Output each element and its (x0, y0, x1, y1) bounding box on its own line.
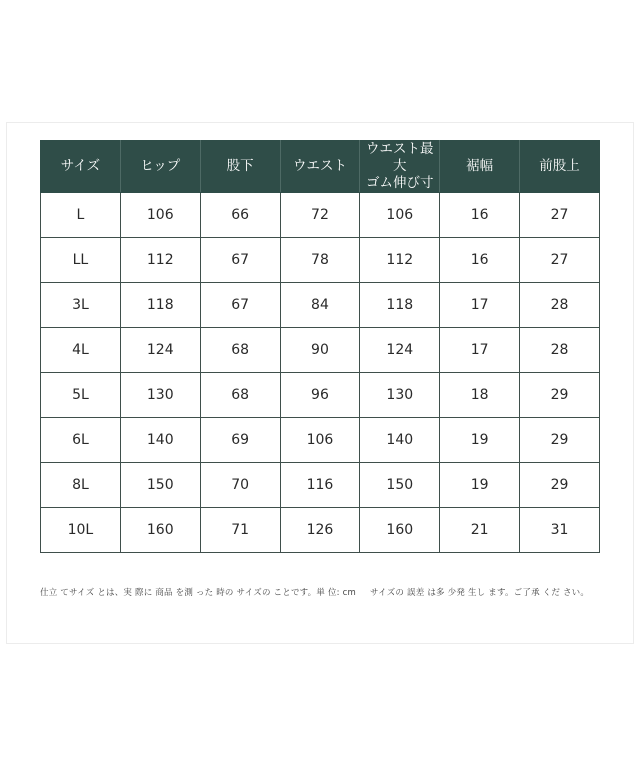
header-inseam: 股下 (200, 141, 280, 193)
table-cell: 124 (360, 328, 440, 373)
table-cell: 66 (200, 193, 280, 238)
table-cell: 116 (280, 463, 360, 508)
table-cell: 70 (200, 463, 280, 508)
table-cell: 106 (360, 193, 440, 238)
table-cell: 160 (120, 508, 200, 553)
table-cell: 106 (280, 418, 360, 463)
table-cell: 112 (120, 238, 200, 283)
table-cell: 17 (440, 283, 520, 328)
table-cell: 16 (440, 238, 520, 283)
table-cell: 106 (120, 193, 200, 238)
table-cell: 126 (280, 508, 360, 553)
table-cell: 8L (41, 463, 121, 508)
table-row (41, 328, 600, 373)
table-cell: 28 (520, 283, 600, 328)
table-cell: 21 (440, 508, 520, 553)
table-row (41, 193, 600, 238)
table-cell: 19 (440, 418, 520, 463)
table-cell: 130 (120, 373, 200, 418)
table-cell: 29 (520, 463, 600, 508)
table-cell: 28 (520, 328, 600, 373)
table-cell: 6L (41, 418, 121, 463)
table-cell: 118 (120, 283, 200, 328)
table-cell: 90 (280, 328, 360, 373)
table-cell: 3L (41, 283, 121, 328)
table-row (41, 238, 600, 283)
size-note-definition: 仕立 てサイズ とは、実 際に 商品 を測 った 時の サイズの ことです。単 位: cm (40, 588, 357, 598)
table-header-row (41, 141, 600, 193)
table-cell: 160 (360, 508, 440, 553)
header-size: サイズ (41, 141, 121, 193)
table-cell: LL (41, 238, 121, 283)
header-front-rise: 前股上 (520, 141, 600, 193)
table-cell: 112 (360, 238, 440, 283)
table-cell: 29 (520, 418, 600, 463)
table-cell: 140 (120, 418, 200, 463)
table-row (41, 418, 600, 463)
table-cell: L (41, 193, 121, 238)
header-waist-max-stretch: ウエスト最大 ゴム伸び寸 (360, 141, 440, 193)
table-cell: 150 (120, 463, 200, 508)
header-hip: ヒップ (120, 141, 200, 193)
table-cell: 130 (360, 373, 440, 418)
table-cell: 68 (200, 373, 280, 418)
table-cell: 10L (41, 508, 121, 553)
table-cell: 78 (280, 238, 360, 283)
table-row (41, 463, 600, 508)
table-cell: 71 (200, 508, 280, 553)
header-hem-width: 裾幅 (440, 141, 520, 193)
size-chart-table (40, 140, 600, 553)
table-cell: 27 (520, 238, 600, 283)
table-cell: 17 (440, 328, 520, 373)
table-cell: 27 (520, 193, 600, 238)
table-cell: 5L (41, 373, 121, 418)
table-cell: 69 (200, 418, 280, 463)
table-cell: 150 (360, 463, 440, 508)
table-cell: 140 (360, 418, 440, 463)
table-cell: 67 (200, 283, 280, 328)
table-cell: 4L (41, 328, 121, 373)
size-note-tolerance: サイズの 誤差 は多 少発 生し ます。ご了承 くだ さい。 (370, 588, 590, 598)
table-cell: 18 (440, 373, 520, 418)
table-cell: 67 (200, 238, 280, 283)
table-cell: 72 (280, 193, 360, 238)
table-row (41, 508, 600, 553)
table-cell: 68 (200, 328, 280, 373)
table-cell: 124 (120, 328, 200, 373)
table-row (41, 283, 600, 328)
size-note (40, 586, 630, 598)
table-cell: 31 (520, 508, 600, 553)
table-row (41, 373, 600, 418)
table-cell: 118 (360, 283, 440, 328)
table-cell: 16 (440, 193, 520, 238)
header-waist: ウエスト (280, 141, 360, 193)
table-cell: 96 (280, 373, 360, 418)
table-body (41, 193, 600, 553)
table-header (41, 141, 600, 193)
table-cell: 84 (280, 283, 360, 328)
table-cell: 19 (440, 463, 520, 508)
table-cell: 29 (520, 373, 600, 418)
